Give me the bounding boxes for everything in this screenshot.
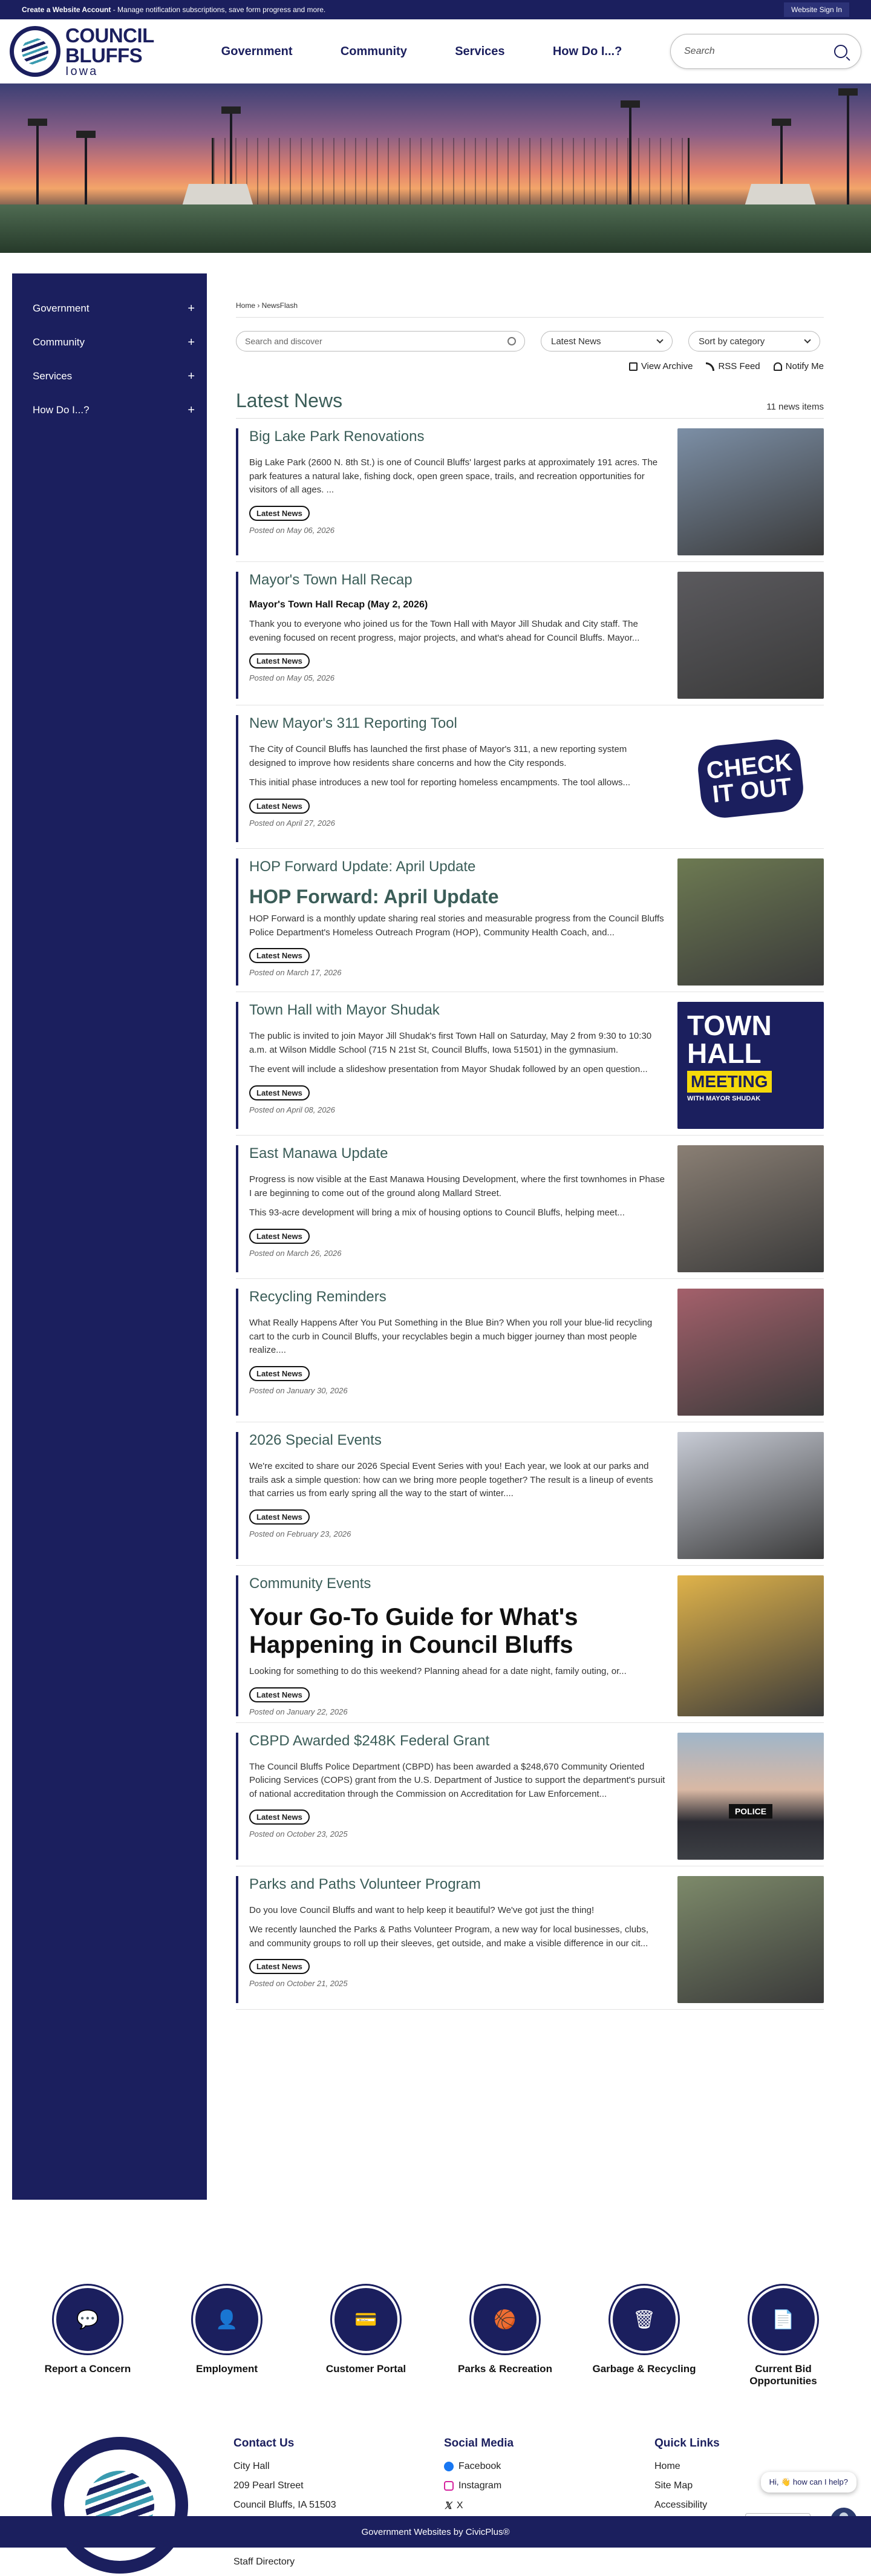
- category-badge[interactable]: Latest News: [249, 1509, 310, 1525]
- sidebar-item-label: Services: [33, 370, 73, 382]
- logo-line-1: COUNCIL: [65, 24, 154, 47]
- category-badge[interactable]: Latest News: [249, 1809, 310, 1825]
- ball-icon[interactable]: 🏀: [471, 2286, 539, 2353]
- quick-link-label: Report a Concern: [44, 2363, 131, 2375]
- category-value: Latest News: [551, 336, 601, 347]
- sort-select[interactable]: [688, 331, 820, 351]
- article-summary: This 93-acre development will bring a mix of housing options to Council Bluffs, helping meet...: [249, 1208, 625, 1218]
- sidebar-nav: [12, 273, 207, 2200]
- quick-link-employment[interactable]: [166, 2286, 287, 2387]
- category-badge[interactable]: Latest News: [249, 1366, 310, 1381]
- person-icon[interactable]: 👤: [193, 2286, 261, 2353]
- posted-date: Posted on March 26, 2026: [249, 1248, 342, 1258]
- sidebar-item-label: Government: [33, 302, 90, 314]
- town-hall-text: MEETING: [687, 1071, 772, 1093]
- news-search-input[interactable]: [236, 331, 525, 351]
- nav-government[interactable]: Government: [221, 44, 293, 58]
- posted-date: Posted on March 17, 2026: [249, 968, 342, 978]
- article-thumbnail[interactable]: [677, 572, 824, 699]
- breadcrumb[interactable]: Home › NewsFlash: [236, 273, 824, 318]
- logo-line-2: BLUFFS: [65, 44, 143, 67]
- article-title-link[interactable]: CBPD Awarded $248K Federal Grant: [249, 1732, 490, 1749]
- category-badge[interactable]: Latest News: [249, 506, 310, 521]
- category-badge[interactable]: Latest News: [249, 1959, 310, 1974]
- quick-link-label: Employment: [195, 2363, 258, 2375]
- quick-link-parks-recreation[interactable]: [445, 2286, 566, 2387]
- town-hall-text: HALL: [687, 1038, 762, 1069]
- footer-link-accessibility[interactable]: Accessibility: [654, 2500, 708, 2510]
- article-heading: Your Go-To Guide for What's Happening in Council Bluffs: [249, 1604, 578, 1658]
- article-thumbnail[interactable]: [677, 1145, 824, 1272]
- news-article: [236, 992, 824, 1136]
- article-summary: Thank you to everyone who joined us for the Town Hall with Mayor Jill Shudak and City staff. The evening focused on recent progress, major projects, and what's ahead for Council Bluffs. Mayor...: [249, 619, 640, 643]
- news-heading-row: [236, 390, 824, 419]
- article-summary: The Council Bluffs Police Department (CBPD) has been awarded a $248,670 Community Oriented Policing Services (COPS) grant from the U.S. Department of Justice to support the department's pursuit of national accreditation through the Commission on Accreditation for Law Enforcement...: [249, 1761, 665, 1799]
- category-badge[interactable]: Latest News: [249, 1229, 310, 1244]
- article-thumbnail[interactable]: [677, 1432, 824, 1559]
- account-promo: [22, 5, 325, 14]
- article-thumbnail[interactable]: [677, 858, 824, 986]
- news-article: [236, 1279, 824, 1422]
- footer-quick-links: [636, 2437, 847, 2576]
- facebook-link[interactable]: [444, 2461, 636, 2472]
- chat-icon[interactable]: 💬: [54, 2286, 122, 2353]
- quick-link-label: Current Bid Opportunities: [749, 2363, 817, 2387]
- logo[interactable]: [10, 25, 173, 77]
- news-article: [236, 1422, 824, 1566]
- create-account-link[interactable]: Create a Website Account: [22, 5, 111, 14]
- news-count: 11 news items: [766, 402, 824, 412]
- plus-icon[interactable]: +: [188, 335, 195, 349]
- rss-feed-link[interactable]: [706, 361, 760, 371]
- article-summary: The public is invited to join Mayor Jill Shudak's first Town Hall on Saturday, May 2 from 9:30 to 10:30 a.m. at Wilson Middle School (715 N 21st St, Council Bluffs, Iowa 51501) in the gymnasium.: [249, 1031, 652, 1055]
- news-links: [236, 361, 824, 371]
- x-label: X: [456, 2500, 463, 2511]
- news-article: [236, 419, 824, 562]
- article-list: [236, 419, 824, 2010]
- article-summary: HOP Forward is a monthly update sharing real stories and measurable progress from the Council Bluffs Police Department's Homeless Outreach Program (HOP), Community Health Coach, and...: [249, 914, 664, 938]
- contact-line: Council Bluffs, IA 51503: [233, 2500, 336, 2510]
- category-badge[interactable]: Latest News: [249, 653, 310, 669]
- archive-icon: [629, 362, 638, 371]
- sidebar-item-services[interactable]: [12, 359, 207, 393]
- article-title-link[interactable]: Parks and Paths Volunteer Program: [249, 1875, 481, 1892]
- plus-icon[interactable]: +: [188, 369, 195, 383]
- quick-link-label: Parks & Recreation: [458, 2363, 552, 2375]
- site-footer: [0, 2387, 871, 2576]
- article-summary: What Really Happens After You Put Something in the Blue Bin? When you roll your blue-lid recycling cart to the curb in Council Bluffs, your recyclables begin a much bigger journey than most people realize....: [249, 1318, 653, 1355]
- quick-link-customer-portal[interactable]: [305, 2286, 426, 2387]
- rss-icon: [706, 362, 714, 371]
- city-seal-icon: [10, 26, 60, 77]
- article-summary: Do you love Council Bluffs and want to help keep it beautiful? We've got just the thing!: [249, 1904, 595, 1915]
- search-icon[interactable]: [834, 45, 847, 58]
- nav-community[interactable]: Community: [340, 44, 407, 58]
- logo-line-3: Iowa: [65, 65, 99, 78]
- article-title-link[interactable]: 2026 Special Events: [249, 1432, 382, 1448]
- article-summary: This initial phase introduces a new tool for reporting homeless encampments. The tool allows...: [249, 777, 631, 788]
- sidebar-item-label: How Do I...?: [33, 404, 90, 416]
- category-badge[interactable]: Latest News: [249, 799, 310, 814]
- plus-icon[interactable]: +: [188, 403, 195, 417]
- instagram-icon: [444, 2481, 454, 2491]
- article-thumbnail[interactable]: [677, 428, 824, 555]
- card-icon[interactable]: 💳: [332, 2286, 400, 2353]
- posted-date: Posted on April 27, 2026: [249, 818, 335, 828]
- sidebar-item-how-do-i[interactable]: [12, 393, 207, 427]
- news-article: [236, 1136, 824, 1279]
- footer-link-site-map[interactable]: Site Map: [654, 2480, 693, 2491]
- chevron-down-icon: [656, 336, 663, 343]
- quick-link-label: Garbage & Recycling: [592, 2363, 696, 2375]
- posted-date: Posted on April 08, 2026: [249, 1105, 335, 1114]
- main-nav: [173, 45, 670, 59]
- nav-how-do-i[interactable]: How Do I...?: [552, 44, 622, 58]
- town-hall-text: WITH MAYOR SHUDAK: [687, 1095, 761, 1102]
- quick-link-report-a-concern[interactable]: [27, 2286, 148, 2387]
- posted-date: Posted on January 30, 2026: [249, 1385, 348, 1395]
- create-account-desc: - Manage notification subscriptions, save form progress and more.: [111, 5, 326, 14]
- quick-links-bar: [0, 2252, 871, 2387]
- posted-date: Posted on October 21, 2025: [249, 1979, 348, 1988]
- article-summary: The City of Council Bluffs has launched the first phase of Mayor's 311, a new reporting system designed to improve how residents share concerns and how the City responds.: [249, 744, 627, 768]
- notify-me-link[interactable]: [774, 361, 824, 371]
- bottom-bar: [0, 2516, 871, 2548]
- staff-directory-link[interactable]: Staff Directory: [233, 2557, 295, 2567]
- posted-date: Posted on May 06, 2026: [249, 525, 334, 535]
- article-title-link[interactable]: New Mayor's 311 Reporting Tool: [249, 715, 457, 731]
- contact-line: 209 Pearl Street: [233, 2480, 304, 2491]
- article-summary: Progress is now visible at the East Manawa Housing Development, where the first townhomes in Phase I are beginning to come out of the ground along Mallard Street.: [249, 1174, 665, 1198]
- posted-date: Posted on January 22, 2026: [249, 1707, 348, 1716]
- civicplus-link[interactable]: Government Websites by CivicPlus®: [361, 2526, 510, 2537]
- posted-date: Posted on February 23, 2026: [249, 1529, 351, 1538]
- article-heading: HOP Forward: April Update: [249, 886, 499, 907]
- sidebar-item-government[interactable]: [12, 292, 207, 325]
- instagram-label: Instagram: [458, 2480, 502, 2491]
- quick-links-title: Quick Links: [654, 2437, 720, 2450]
- article-thumbnail[interactable]: [677, 1289, 824, 1416]
- article-summary: We recently launched the Parks & Paths Volunteer Program, a new way for local businesses, clubs, and community groups to roll up their sleeves, get outside, and make a visible difference in our cit...: [249, 1924, 649, 1949]
- x-link[interactable]: [444, 2500, 636, 2512]
- article-title-link[interactable]: Mayor's Town Hall Recap: [249, 572, 413, 588]
- category-badge[interactable]: Latest News: [249, 1687, 310, 1702]
- check-it-out-graphic: CHECK IT OUT: [696, 737, 806, 820]
- footer-seal-icon: [51, 2437, 188, 2574]
- contact-title: Contact Us: [233, 2437, 295, 2450]
- site-header: [0, 19, 871, 83]
- footer-contact: [215, 2437, 426, 2576]
- article-title-link[interactable]: Recycling Reminders: [249, 1289, 387, 1305]
- category-badge[interactable]: Latest News: [249, 948, 310, 963]
- sort-value: Sort by category: [699, 336, 765, 347]
- article-thumbnail[interactable]: [677, 715, 824, 842]
- posted-date: Posted on May 05, 2026: [249, 673, 334, 682]
- notify-me-label: Notify Me: [785, 361, 824, 371]
- article-subtitle: Mayor's Town Hall Recap (May 2, 2026): [249, 600, 428, 610]
- hero-banner: [0, 83, 871, 253]
- sign-in-button[interactable]: Website Sign In: [784, 2, 849, 17]
- sidebar-item-label: Community: [33, 336, 85, 348]
- article-summary: We're excited to share our 2026 Special Event Series with you! Each year, we look at our parks and trails ask a simple question: how can we bring more people together? The result is a lineup of events that carries us from early spring all the way to the start of winter....: [249, 1461, 653, 1499]
- article-thumbnail[interactable]: [677, 1002, 824, 1129]
- article-title-link[interactable]: HOP Forward Update: April Update: [249, 858, 476, 875]
- sidebar-item-community[interactable]: [12, 325, 207, 359]
- police-car-graphic: POLICE: [729, 1804, 772, 1819]
- article-title-link[interactable]: Community Events: [249, 1575, 371, 1592]
- page-title: Latest News: [236, 390, 343, 411]
- article-summary: Big Lake Park (2600 N. 8th St.) is one of Council Bluffs' largest parks at approximately 191 acres. The park features a natural lake, fishing dock, open green space, trails, and recreation opportunities for visitors of all ages. ...: [249, 457, 658, 495]
- chevron-down-icon: [804, 336, 811, 343]
- article-title-link[interactable]: Town Hall with Mayor Shudak: [249, 1002, 440, 1018]
- article-summary: Looking for something to do this weekend? Planning ahead for a date night, family outing, or...: [249, 1666, 627, 1676]
- view-archive-label: View Archive: [641, 361, 693, 371]
- trash-icon[interactable]: 🗑: [610, 2286, 678, 2353]
- facebook-label: Facebook: [458, 2461, 501, 2471]
- article-title-link[interactable]: East Manawa Update: [249, 1145, 388, 1162]
- plus-icon[interactable]: +: [188, 301, 195, 315]
- news-content: [207, 273, 859, 2010]
- search-placeholder: Search: [684, 46, 715, 56]
- quick-link-current-bid-opportunities[interactable]: [723, 2286, 844, 2387]
- search-icon[interactable]: [507, 337, 516, 345]
- article-title-link[interactable]: Big Lake Park Renovations: [249, 428, 425, 445]
- news-search-placeholder: Search and discover: [245, 336, 322, 346]
- social-title: Social Media: [444, 2437, 514, 2450]
- document-icon[interactable]: 📄: [749, 2286, 817, 2353]
- rss-feed-label: RSS Feed: [718, 361, 760, 371]
- category-badge[interactable]: Latest News: [249, 1085, 310, 1100]
- x-icon: 𝕏: [444, 2501, 452, 2511]
- article-thumbnail[interactable]: [677, 1575, 824, 1716]
- top-bar: [0, 0, 871, 19]
- bell-icon: [774, 362, 782, 371]
- news-article: [236, 1723, 824, 1866]
- chat-help-bubble[interactable]: Hi, 👋 how can I help?: [761, 2472, 856, 2493]
- category-select[interactable]: [541, 331, 673, 351]
- town-hall-text: TOWN: [687, 1010, 772, 1041]
- news-article: [236, 1866, 824, 2010]
- article-thumbnail[interactable]: [677, 1876, 824, 2003]
- quick-link-garbage-recycling[interactable]: [584, 2286, 705, 2387]
- contact-line: City Hall: [233, 2461, 270, 2471]
- filter-bar: [236, 331, 824, 351]
- footer-link-home[interactable]: Home: [654, 2461, 680, 2471]
- article-summary: The event will include a slideshow presentation from Mayor Shudak followed by an open question...: [249, 1064, 648, 1074]
- news-article: [236, 849, 824, 992]
- news-article: [236, 1566, 824, 1723]
- quick-link-label: Customer Portal: [325, 2363, 406, 2375]
- news-article: [236, 562, 824, 705]
- facebook-icon: [444, 2462, 454, 2471]
- article-thumbnail[interactable]: [677, 1733, 824, 1860]
- posted-date: Posted on October 23, 2025: [249, 1829, 348, 1839]
- site-search-input[interactable]: [670, 34, 861, 69]
- view-archive-link[interactable]: [629, 361, 693, 371]
- footer-social: [426, 2437, 636, 2576]
- instagram-link[interactable]: [444, 2480, 636, 2491]
- nav-services[interactable]: Services: [455, 44, 505, 58]
- news-article: [236, 705, 824, 849]
